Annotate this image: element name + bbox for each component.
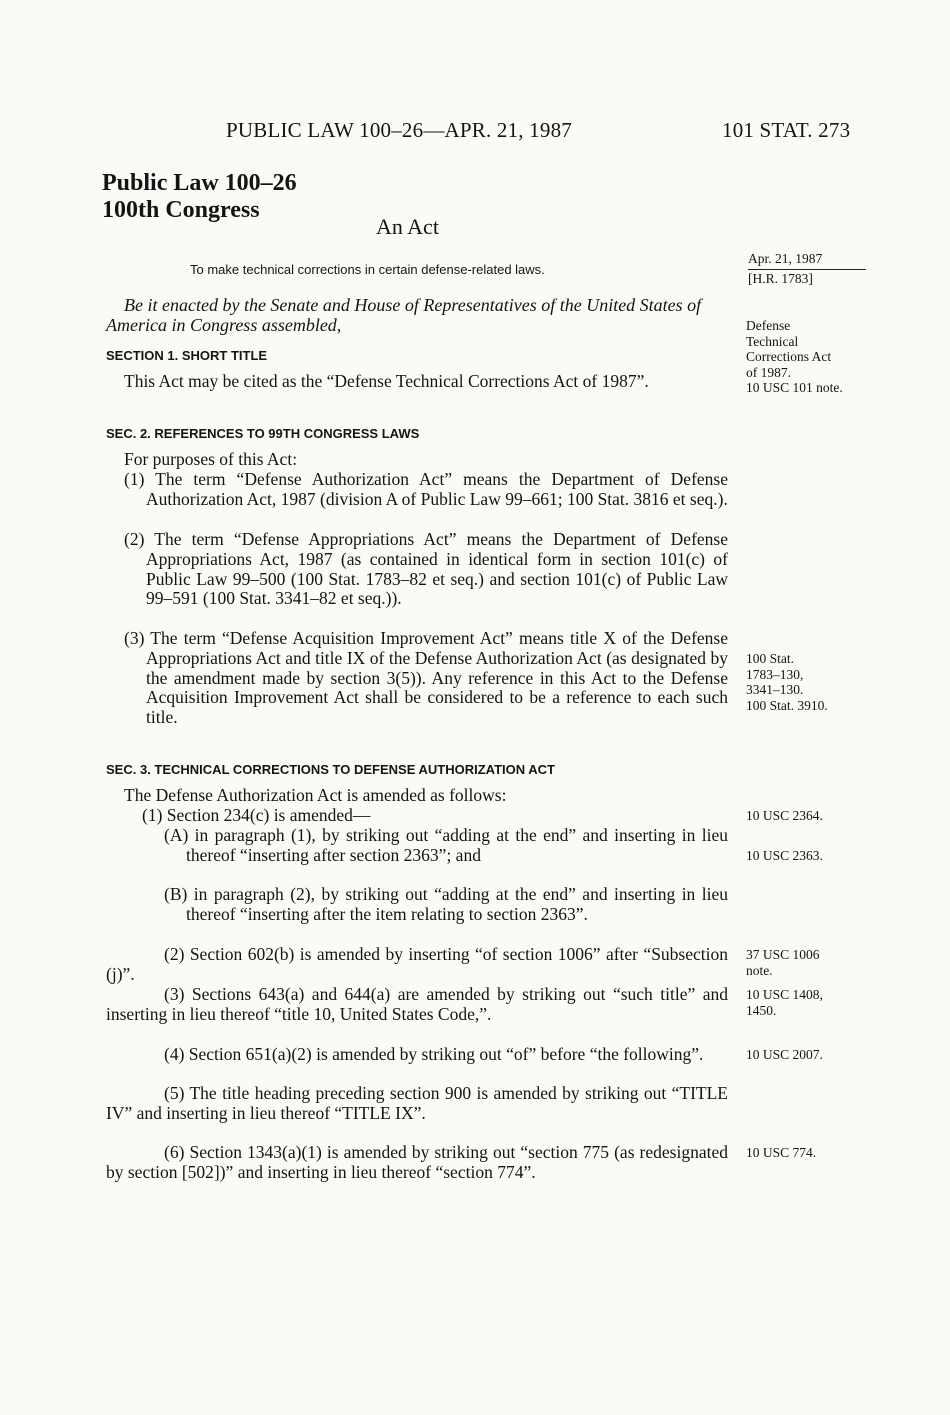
section-2-paragraph-1: (1) The term “Defense Authorization Act” means the Department of Defense Authorization Act, 1987 (division A of Public Law 99–661; 100 Stat. 3816 et seq.). — [124, 469, 728, 509]
margin-note-line: Defense — [746, 318, 791, 333]
section-3-heading: SEC. 3. TECHNICAL CORRECTIONS TO DEFENSE AUTHORIZATION ACT — [106, 762, 556, 777]
margin-note-short-title — [746, 318, 866, 396]
margin-note-line: note. — [746, 962, 773, 978]
section-3-paragraph-4: (4) Section 651(a)(2) is amended by striking out “of” before “the following”. — [164, 1044, 704, 1064]
section-1-heading: SECTION 1. SHORT TITLE — [106, 348, 268, 363]
margin-note-line: 100 Stat. 3910. — [746, 697, 828, 713]
running-header-page: 101 STAT. 273 — [722, 118, 851, 142]
congress-number: 100th Congress — [102, 197, 260, 223]
section-2-paragraph-2: (2) The term “Defense Appropriations Act” means the Department of Defense Appropriations Act, 1987 (as contained in identical form in section 101(c) of Public Law 99–500 (100 Stat. 1783–82 et seq.) and section 101(c) of Public Law 99–591 (100 Stat. 3341–82 et seq.)). — [124, 529, 728, 609]
margin-note-line: 1783–130, — [746, 666, 804, 682]
margin-note-line: of 1987. — [746, 364, 791, 380]
public-law-number: Public Law 100–26 — [102, 170, 297, 196]
bill-number: [H.R. 1783] — [748, 271, 813, 286]
section-2-intro: For purposes of this Act: — [124, 449, 298, 469]
margin-note-10-usc-2363: 10 USC 2363. — [746, 848, 823, 863]
section-3-paragraph-1A: (A) in paragraph (1), by striking out “adding at the end” and inserting in lieu thereof “inserting after section 2363”; and — [164, 825, 728, 865]
long-title: To make technical corrections in certain defense-related laws. — [190, 262, 545, 277]
margin-note-line: 1450. — [746, 1002, 777, 1018]
section-3-paragraph-1: (1) Section 234(c) is amended— — [142, 805, 371, 825]
margin-note-line: 37 USC 1006 — [746, 947, 820, 962]
section-3-paragraph-5: (5) The title heading preceding section 900 is amended by striking out “TITLE IV” and inserting in lieu thereof “TITLE IX”. — [106, 1083, 728, 1123]
approval-date: Apr. 21, 1987 — [748, 250, 866, 270]
margin-note-line: Corrections Act — [746, 349, 832, 364]
section-3-intro: The Defense Authorization Act is amended as follows: — [124, 785, 507, 805]
margin-note-10-usc-1408 — [746, 987, 866, 1018]
section-3-paragraph-2: (2) Section 602(b) is amended by inserting “of section 1006” after “Subsection (j)”. — [106, 944, 728, 984]
margin-note-line: 100 Stat. — [746, 651, 795, 666]
public-law-block — [102, 170, 297, 224]
margin-note-10-usc-2364: 10 USC 2364. — [746, 808, 823, 823]
margin-note-10-usc-774: 10 USC 774. — [746, 1145, 817, 1160]
act-title: An Act — [376, 214, 439, 239]
section-2-heading: SEC. 2. REFERENCES TO 99TH CONGRESS LAWS — [106, 426, 420, 441]
margin-note-line: 10 USC 101 note. — [746, 380, 843, 395]
running-header-left: PUBLIC LAW 100–26—APR. 21, 1987 — [226, 118, 572, 142]
section-1-text: This Act may be cited as the “Defense Technical Corrections Act of 1987”. — [124, 371, 649, 391]
date-box — [748, 250, 866, 288]
margin-note-line: 10 USC 1408, — [746, 987, 823, 1002]
margin-note-line: 3341–130. — [746, 682, 804, 697]
section-3-paragraph-6: (6) Section 1343(a)(1) is amended by striking out “section 775 (as redesignated by section [502])” and inserting in lieu thereof “section 774”. — [106, 1142, 728, 1182]
section-3-paragraph-3: (3) Sections 643(a) and 644(a) are amended by striking out “such title” and inserting in lieu thereof “title 10, United States Code,”. — [106, 984, 728, 1024]
section-2-paragraph-3: (3) The term “Defense Acquisition Improvement Act” means title X of the Defense Appropriations Act and title IX of the Defense Authorization Act (as designated by the amendment made by section 3(5)). Any reference in this Act to the Defense Acquisition Improvement Act shall be considered to be a reference to each such title. — [124, 628, 728, 728]
margin-note-10-usc-2007: 10 USC 2007. — [746, 1047, 823, 1062]
margin-note-stat-references — [746, 651, 866, 713]
margin-note-line: Technical — [746, 333, 799, 349]
enacting-clause: Be it enacted by the Senate and House of Representatives of the United States of America in Congress assembled, — [106, 295, 702, 335]
section-3-paragraph-1B: (B) in paragraph (2), by striking out “adding at the end” and inserting in lieu thereof “inserting after the item relating to section 2363”. — [164, 884, 728, 924]
margin-note-37-usc-1006 — [746, 947, 866, 978]
